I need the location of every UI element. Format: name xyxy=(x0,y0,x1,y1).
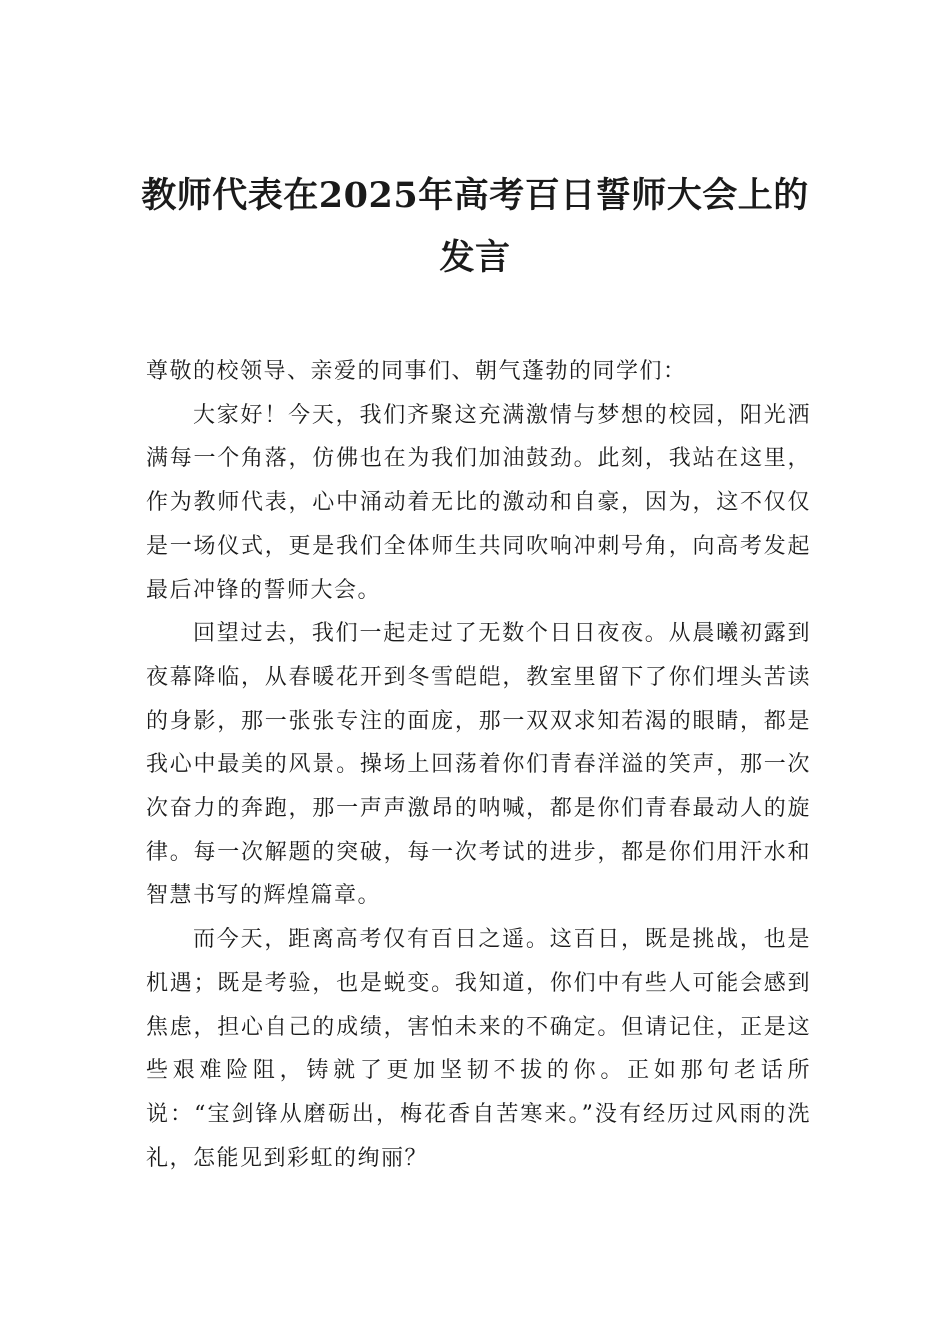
document-body xyxy=(146,350,811,1180)
paragraph-greeting: 大家好！今天，我们齐聚这充满激情与梦想的校园，阳光洒满每一个角落，仿佛也在为我们加油鼓劲。此刻，我站在这里，作为教师代表，心中涌动着无比的激动和自豪，因为，这不仅仅是一场仪式，更是我们全体师生共同吹响冲刺号角，向高考发起最后冲锋的誓师大会。 xyxy=(146,402,811,603)
paragraph-hundred-days: 而今天，距离高考仅有百日之遥。这百日，既是挑战，也是机遇；既是考验，也是蜕变。我知道，你们中有些人可能会感到焦虑，担心自己的成绩，害怕未来的不确定。但请记住，正是这些艰难险阻，铸就了更加坚韧不拔的你。正如那句老话所说：“宝剑锋从磨砺出，梅花香自苦寒来。”没有经历过风雨的洗礼，怎能见到彩虹的绚丽？ xyxy=(146,927,811,1171)
document-title xyxy=(100,165,850,289)
salutation: 尊敬的校领导、亲爱的同事们、朝气蓬勃的同学们： xyxy=(146,359,687,384)
title-line-2: 发言 xyxy=(439,237,511,278)
title-line-1: 教师代表在2025年高考百日誓师大会上的 xyxy=(141,175,809,216)
paragraph-retrospect: 回望过去，我们一起走过了无数个日日夜夜。从晨曦初露到夜幕降临，从春暖花开到冬雪皑皑，教室里留下了你们埋头苦读的身影，那一张张专注的面庞，那一双双求知若渴的眼睛，都是我心中最美的风景。操场上回荡着你们青春洋溢的笑声，那一次次奋力的奔跑，那一声声激昂的呐喊，都是你们青春最动人的旋律。每一次解题的突破，每一次考试的进步，都是你们用汗水和智慧书写的辉煌篇章。 xyxy=(146,621,811,909)
